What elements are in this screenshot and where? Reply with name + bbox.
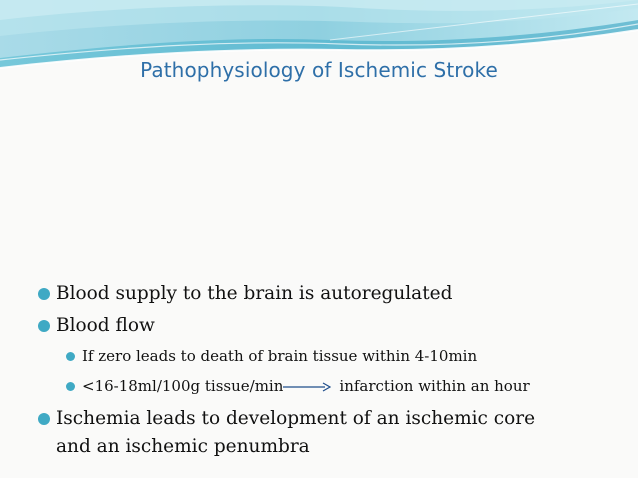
bullet-item: Blood supply to the brain is autoregulated — [56, 283, 453, 304]
bullet-icon — [38, 320, 50, 332]
sub-bullet-icon — [66, 382, 75, 391]
bullet-item: Ischemia leads to development of an ischemic core — [56, 408, 536, 429]
sub-bullet-item — [82, 375, 530, 397]
sub-bullet-item: If zero leads to death of brain tissue within 4-10min — [82, 347, 478, 365]
sub-bullet-icon — [66, 352, 75, 361]
flow-threshold-text: <16-18ml/100g tissue/min — [82, 377, 284, 395]
bullet-item-continuation: and an ischemic penumbra — [56, 436, 310, 457]
slide-title: Pathophysiology of Ischemic Stroke — [140, 58, 498, 82]
bullet-icon — [38, 413, 50, 425]
right-arrow-icon — [283, 381, 331, 393]
bullet-item: Blood flow — [56, 315, 155, 336]
bullet-icon — [38, 288, 50, 300]
infarction-text: infarction within an hour — [339, 377, 530, 395]
